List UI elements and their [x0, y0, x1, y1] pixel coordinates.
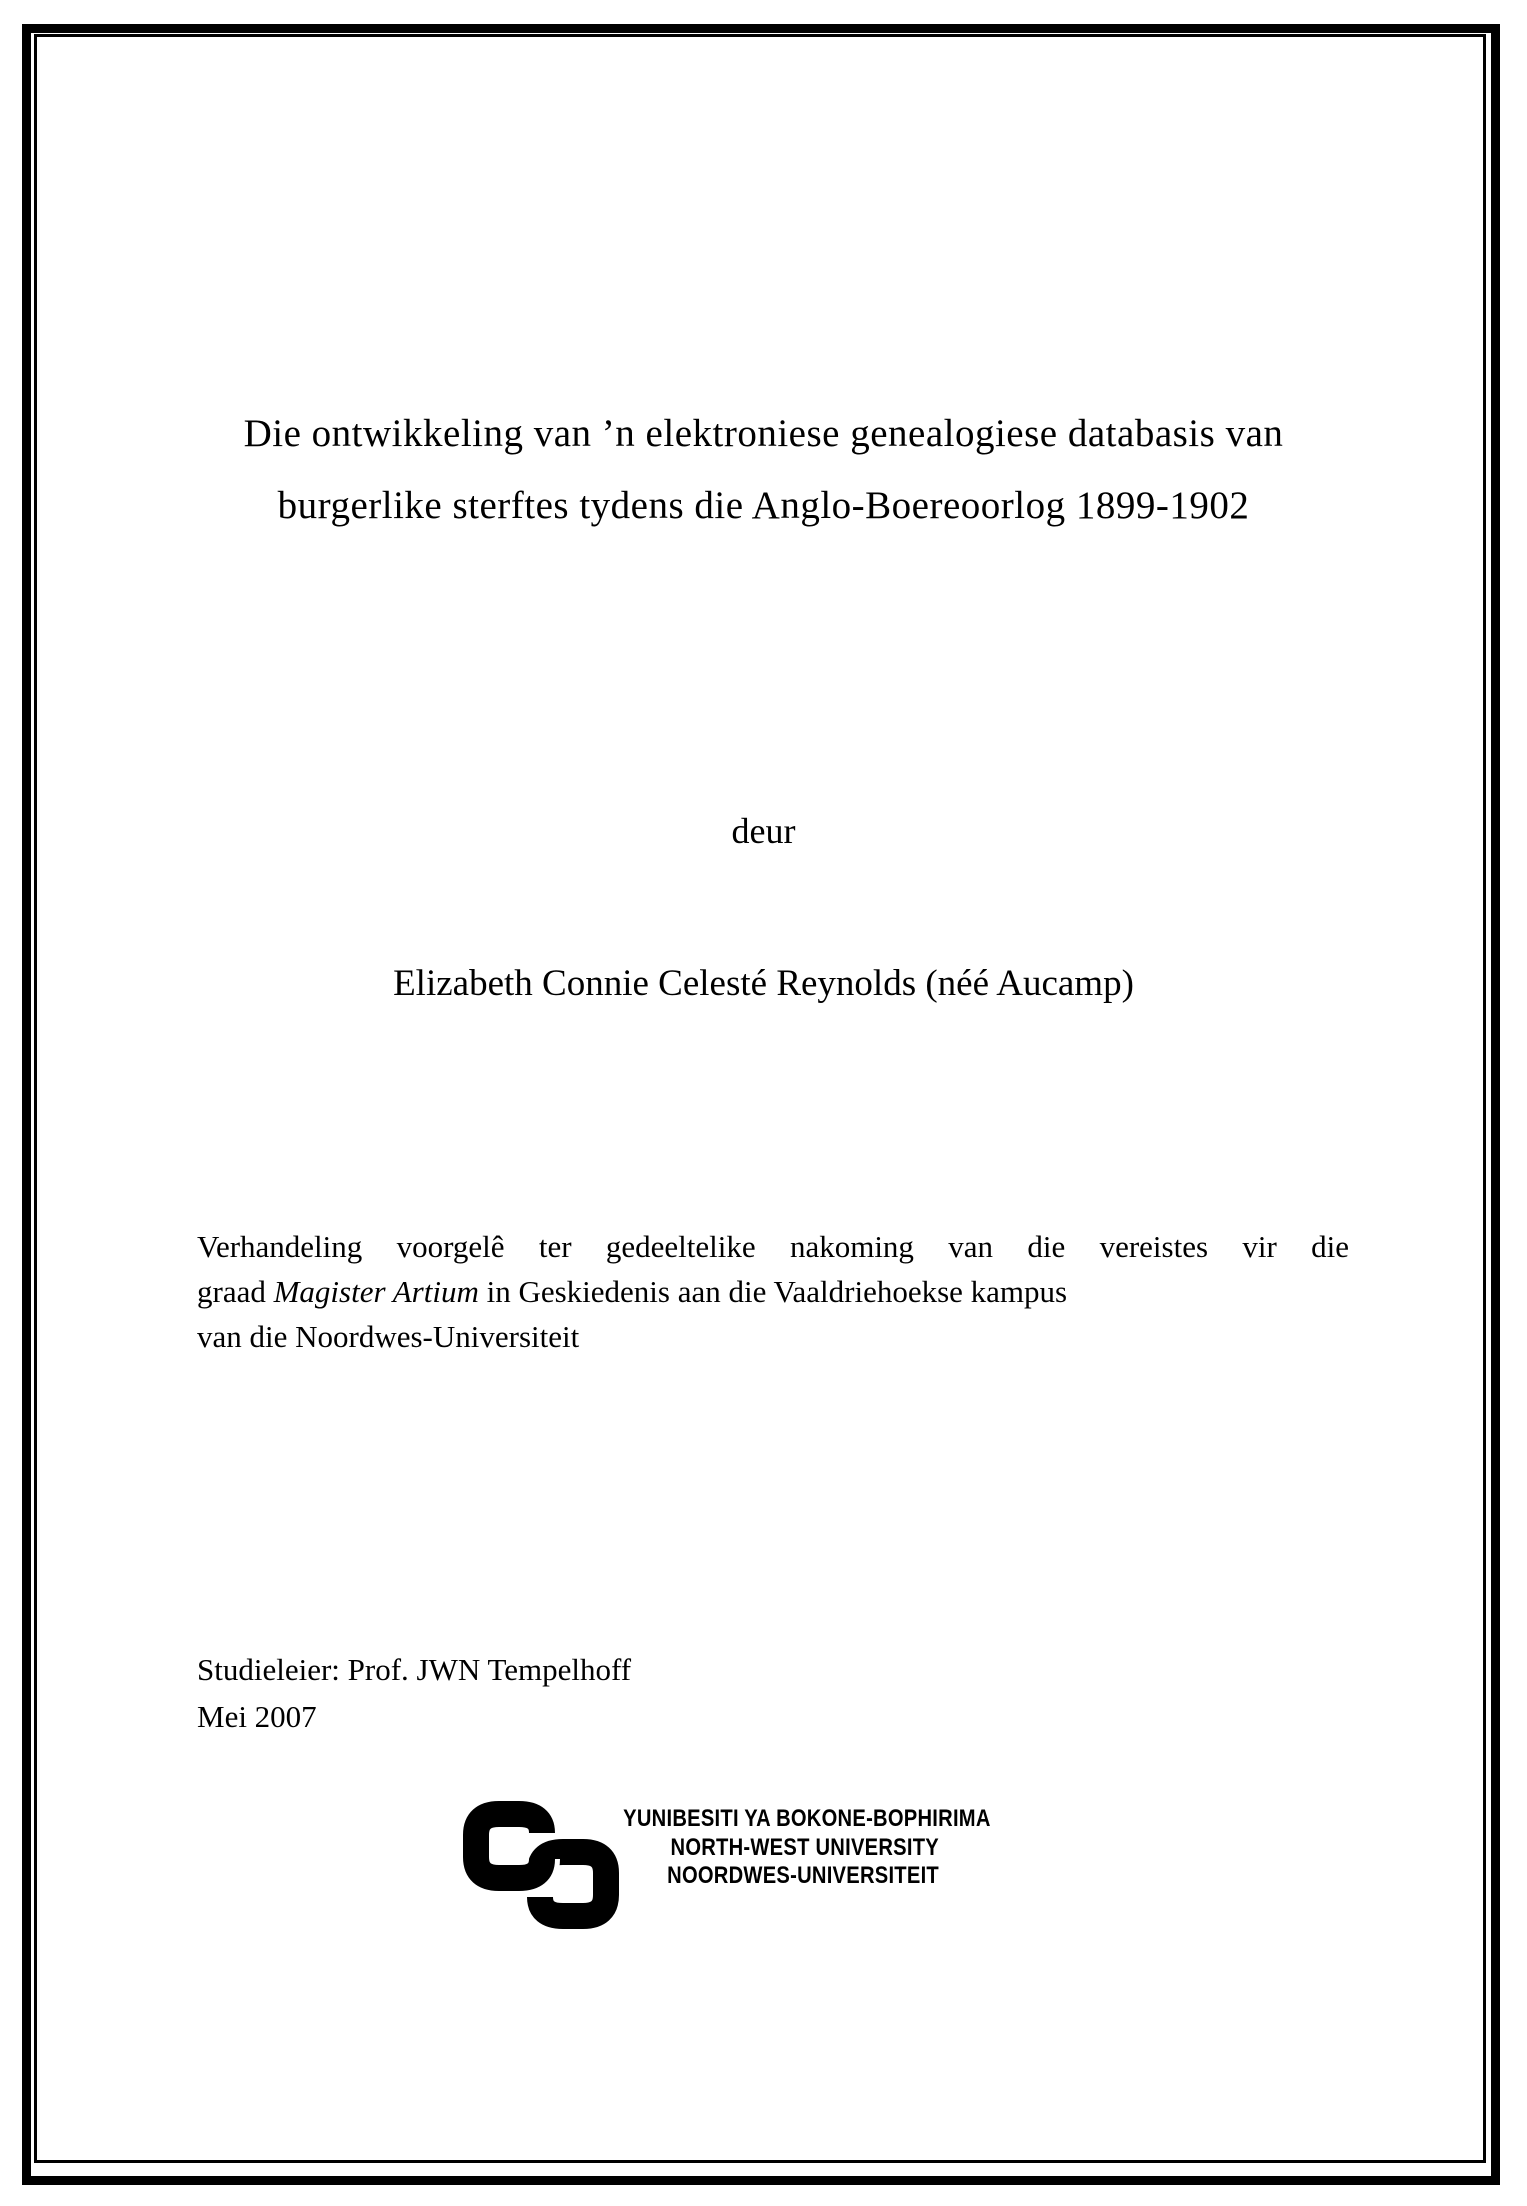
statement-line2-pre: graad	[197, 1274, 274, 1309]
thesis-title-line1: Die ontwikkeling van ’n elektroniese genealogiese databasis van	[243, 412, 1284, 455]
university-name-block	[623, 1805, 991, 1891]
degree-name: Magister Artium	[273, 1274, 479, 1309]
byline: deur	[731, 811, 796, 851]
statement-line2-post: in Geskiedenis aan die Vaaldriehoekse kampus	[478, 1274, 1068, 1309]
thesis-title	[150, 398, 1377, 542]
statement-line1: Verhandeling voorgelê ter gedeeltelike nakoming van die vereistes vir die	[197, 1229, 1349, 1264]
supervisor-line: Studieleier: Prof. JWN Tempelhoff	[197, 1652, 632, 1687]
thesis-statement	[197, 1224, 1349, 1359]
university-name-english: NORTH-WEST UNIVERSITY	[670, 1833, 939, 1861]
university-logo	[463, 1799, 1083, 1949]
date-line: Mei 2007	[197, 1699, 317, 1734]
interlocked-chain-links-icon	[463, 1801, 619, 1929]
university-name-setswana: YUNIBESITI YA BOKONE-BOPHIRIMA	[623, 1805, 991, 1832]
university-name-afrikaans: NOORDWES-UNIVERSITEIT	[667, 1862, 939, 1889]
statement-line2	[197, 1269, 1349, 1314]
thesis-title-line2: burgerlike sterftes tydens die Anglo-Boereoorlog 1899-1902	[277, 484, 1250, 527]
author-name: Elizabeth Connie Celesté Reynolds (néé Aucamp)	[393, 963, 1134, 1004]
supervisor-block	[197, 1646, 631, 1740]
statement-line3: van die Noordwes-Universiteit	[197, 1319, 580, 1354]
